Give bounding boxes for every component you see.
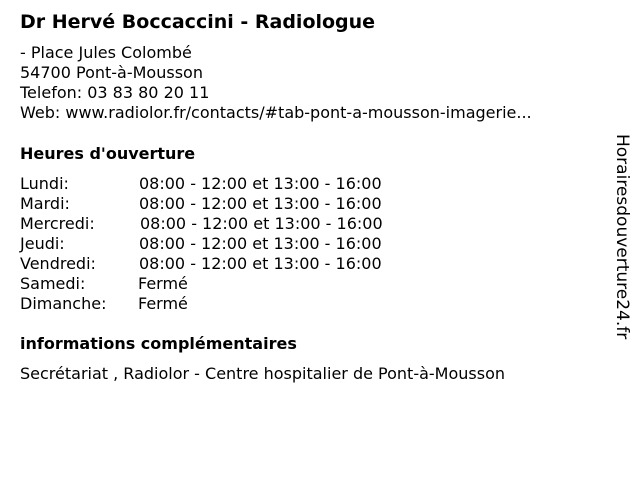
time-value: Fermé	[138, 294, 188, 313]
day-label: Vendredi:	[20, 254, 96, 273]
time-value: Fermé	[138, 274, 188, 293]
day-label: Mercredi:	[20, 214, 95, 233]
hours-row	[20, 274, 440, 294]
info-text: Secrétariat , Radiolor - Centre hospitalier de Pont-à-Mousson	[20, 364, 506, 383]
time-value: 08:00 - 12:00 et 13:00 - 16:00	[139, 254, 382, 273]
day-label: Mardi:	[20, 194, 70, 213]
watermark-text: Horairesdouverture24.fr	[612, 134, 632, 340]
hours-row	[20, 174, 440, 194]
hours-row	[20, 194, 440, 214]
contact-block	[20, 43, 532, 123]
time-value: 08:00 - 12:00 et 13:00 - 16:00	[139, 194, 382, 213]
day-label: Dimanche:	[20, 294, 107, 313]
hours-row	[20, 234, 440, 254]
opening-hours-list	[20, 174, 440, 314]
watermark	[612, 134, 632, 344]
time-value: 08:00 - 12:00 et 13:00 - 16:00	[139, 174, 382, 193]
time-value: 08:00 - 12:00 et 13:00 - 16:00	[139, 234, 382, 253]
day-label: Samedi:	[20, 274, 86, 293]
phone-number: Telefon: 03 83 80 20 11	[20, 83, 210, 102]
day-label: Jeudi:	[20, 234, 65, 253]
website-link: Web: www.radiolor.fr/contacts/#tab-pont-a-mousson-imagerie...	[20, 103, 532, 122]
time-value: 08:00 - 12:00 et 13:00 - 16:00	[140, 214, 383, 233]
address-city: 54700 Pont-à-Mousson	[20, 63, 203, 82]
address-street: - Place Jules Colombé	[20, 43, 192, 62]
page-title: Dr Hervé Boccaccini - Radiologue	[20, 11, 376, 33]
hours-row	[20, 254, 440, 274]
hours-row	[20, 214, 440, 234]
day-label: Lundi:	[20, 174, 69, 193]
hours-heading: Heures d'ouverture	[20, 144, 196, 163]
info-heading: informations complémentaires	[20, 334, 297, 353]
hours-row	[20, 294, 440, 314]
